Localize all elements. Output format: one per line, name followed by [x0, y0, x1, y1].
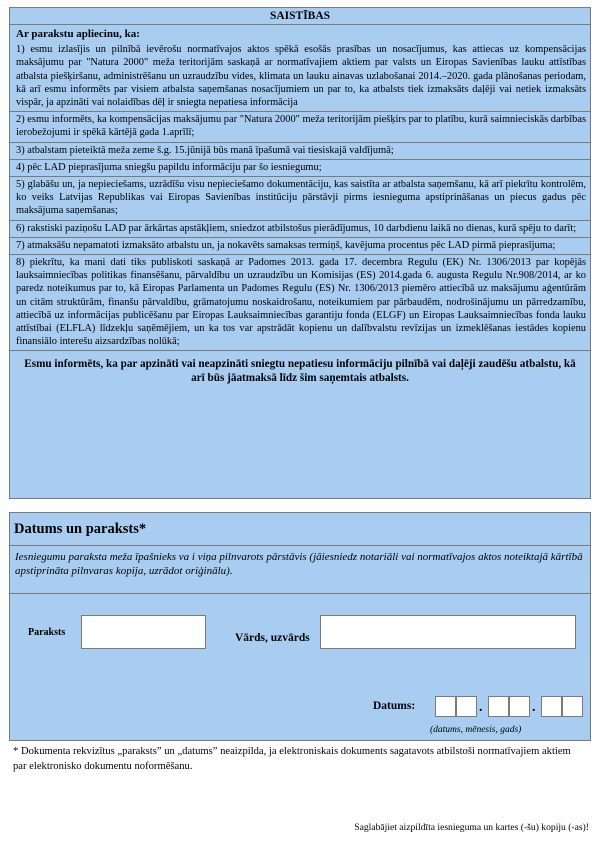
footnote: * Dokumenta rekvizītus „paraksts” un „datums” neaizpilda, ja elektroniskais dokuments sagatavots atbilstoši normatīvajiem aktiem par elektronisko dokumentu noformēšanu. [13, 746, 571, 772]
date-hint: (datums, mēnesis, gads) [430, 725, 522, 735]
obligation-item-2: 2) esmu informēts, ka kompensācijas maksājumu par "Natura 2000" meža teritorijām piešķirs par to platību, kurā saimnieciskās darbības ierobežojumi ir spēkā kārtējā gada 1.aprīlī; [10, 112, 590, 142]
date-day-digit-2[interactable] [456, 696, 477, 717]
name-surname-label: Vārds, uzvārds [235, 632, 310, 644]
obligation-item-1: 1) esmu izlasījis un pilnībā ievērošu normatīvajos aktos spēkā esošās prasības un nosacījumus, kas attiecas uz kompensācijas maksājumu par "Natura 2000" meža teritorijām saskaņā ar normatīvajiem aktiem par valsts un Eiropas Savienības lauku attīstības atbalsta piešķiršanu, administrēšanu un uzraudzību vides, klimata un lauku ainavas uzlabošanai 2014.–2020. gada plānošanas periodam, kā arī esmu informēts par visiem atbalsta saņemšanas nosacījumiem un par to, ka atbalsts tiek izmaksāts daļēji vai netiek izmaksāts vispār, ja apzināti vai nolaidības dēļ ir sniegta nepatiesa informācija [10, 42, 590, 112]
obligation-item-7: 7) atmaksāšu nepamatoti izmaksāto atbalstu un, ja nokavēts samaksas termiņš, kavējuma procentus pēc LAD pirmā pieprasījuma; [10, 238, 590, 255]
signature-subtitle: Iesniegumu paraksta meža īpašnieks va i viņa pilnvarots pārstāvis (jāiesniedz notariāli vai normatīvajos aktos noteiktajā kārtībā apstiprināta pilnvaras kopija, uzrādot oriģinālu). [10, 546, 590, 594]
obligation-item-5: 5) glabāšu un, ja nepieciešams, uzrādīšu visu nepieciešamo dokumentāciju, kas saistīta ar atbalsta saņemšanu, kā arī piekrītu kontrolēm, ko veiks Latvijas Republikas vai Eiropas Savienības institūciju pārstāvji pirms iesnieguma apstiprināšanas un piecus gadus pēc maksājuma saņemšanas; [10, 177, 590, 221]
date-label: Datums: [373, 700, 416, 712]
warning-text: Esmu informēts, ka par apzināti vai neapzināti sniegtu nepatiesu informāciju pilnībā vai daļēji zaudēšu atbalstu, kā arī būs jāatmaksā līdz šim saņemtais atbalsts. [24, 358, 576, 385]
obligation-item-3: 3) atbalstam pieteiktā meža zeme š.g. 15.jūnijā būs manā īpašumā vai tiesiskajā valdījumā; [10, 143, 590, 160]
obligations-section [9, 7, 591, 499]
obligations-title: SAISTĪBAS [10, 8, 590, 25]
name-surname-field[interactable] [320, 615, 576, 649]
date-year-digit-2[interactable] [562, 696, 583, 717]
date-month-digit-1[interactable] [488, 696, 509, 717]
signature-section [9, 512, 591, 741]
signature-title: Datums un paraksts* [10, 513, 590, 546]
signature-field[interactable] [81, 615, 206, 649]
date-month-digit-2[interactable] [509, 696, 530, 717]
save-copy-note: Saglabājiet aizpildīta iesnieguma un kartes (-šu) kopiju (-as)! [354, 822, 589, 833]
date-separator: . [479, 700, 483, 715]
obligation-item-6: 6) rakstiski paziņošu LAD par ārkārtas apstākļiem, sniedzot atbilstošus pierādījumus, 10 darbdienu laikā no dienas, kurā spēju to darīt; [10, 221, 590, 238]
obligation-item-4: 4) pēc LAD pieprasījuma sniegšu papildu informāciju par šo iesniegumu; [10, 160, 590, 177]
date-year-digit-1[interactable] [541, 696, 562, 717]
signature-label: Paraksts [28, 627, 66, 638]
obligations-lead: Ar parakstu apliecinu, ka: [16, 28, 140, 40]
date-separator: . [532, 700, 536, 715]
date-day-digit-1[interactable] [435, 696, 456, 717]
obligation-item-8: 8) piekrītu, ka mani dati tiks publiskoti saskaņā ar Padomes 2013. gada 17. decembra Regulu (EK) Nr. 1306/2013 par kopējās lauksaimniecības politikas finansēšanu, pārvaldību un uzraudzību un Komisijas (ES) 2014.gada 6. augusta Regulu Nr.908/2014, ar ko paredz noteikumus par to, kā Eiropas Parlamenta un Padomes Regulu (ES) Nr. 1306/2013 piemēro attiecībā uz maksājumu aģentūrām un citām struktūrām, finanšu pārvaldību, grāmatojumu noskaidrošanu, noteikumiem par pārbaudēm, nodrošinājumu un pārredzamību, attiecībā uz informācijas publicēšanu par Eiropas Lauksaimniecības garantiju fonda (ELGF) un Eiropas Lauksaimniecības fonda lauku attīstībai (ELFLA) līdzekļu saņēmējiem, un ka tos var apstrādāt kopienu un dalībvalstu revīzijas un izmeklēšanas iestādes kopienu finansiālo interešu aizsardzības nolūkā; [10, 255, 590, 351]
